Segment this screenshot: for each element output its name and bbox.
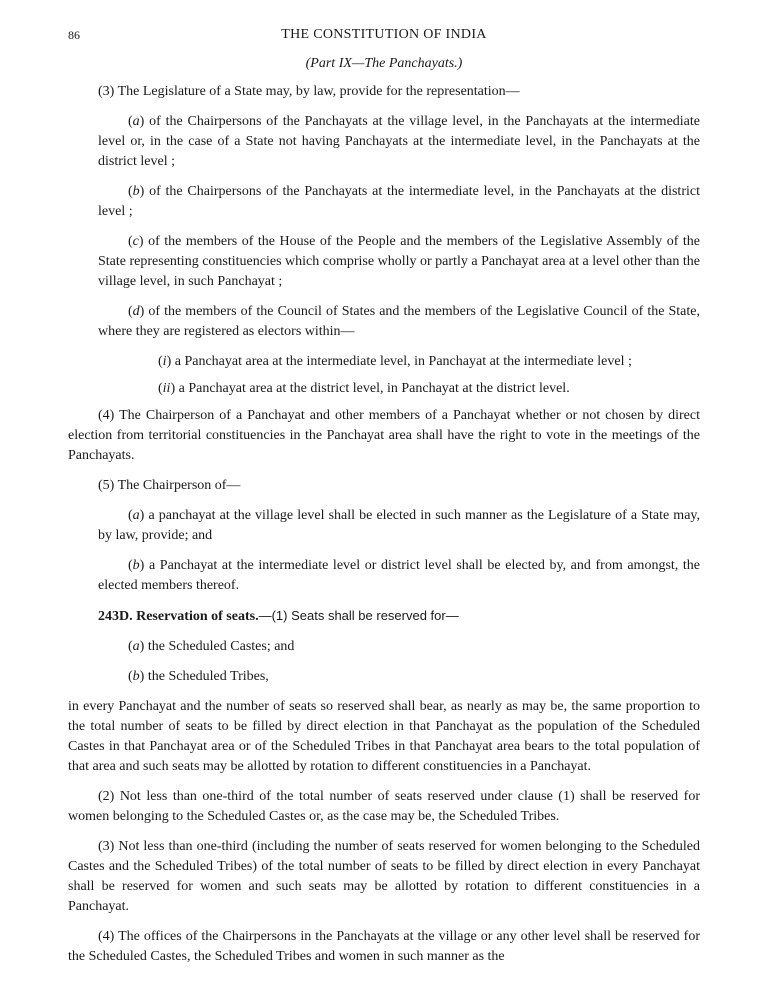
section-heading: 243D. Reservation of seats. — [98, 609, 259, 624]
section-243d-clause-3: (3) Not less than one-third (including the number of seats reserved for women belonging to the Scheduled Castes and the Scheduled Tribes) of the total number of seats to be filled by direct election in every Panchayat shall be reserved for women and such seats may be allotted by rotation to different constituencies in a Panchayat. — [68, 839, 700, 914]
item-text: a panchayat at the village level shall be elected in such manner as the Legislature of a State may, by law, provide; and — [98, 508, 700, 543]
item-text: of the members of the House of the People and the members of the Legislative Assembly of the State representing constituencies which comprise wholly or partly a Panchayat area at a level other than the village level, in such Panchayat ; — [98, 234, 700, 289]
item-label: ii — [162, 381, 171, 396]
item-text: the Scheduled Castes; and — [147, 639, 295, 654]
clause-5-item-a: (a) a panchayat at the village level shall be elected in such manner as the Legislature of a State may, by law, provide; and — [98, 508, 700, 543]
item-text: a Panchayat area at the intermediate level, in Panchayat at the intermediate level ; — [174, 354, 632, 369]
item-text: of the Chairpersons of the Panchayats at the intermediate level, in the Panchayats at the district level ; — [98, 184, 700, 219]
clause-3-item-b: (b) of the Chairpersons of the Panchayats at the intermediate level, in the Panchayats at the district level ; — [98, 184, 700, 219]
item-label: b — [132, 184, 140, 199]
clause-3-item-a: (a) of the Chairpersons of the Panchayats at the village level, in the Panchayats at the intermediate level or, in the case of a State not having Panchayats at the intermediate level, in the Panchayats at the district level ; — [98, 114, 700, 169]
item-label: c — [132, 234, 139, 249]
section-intro: —(1) Seats shall be reserved for— — [258, 608, 459, 623]
item-text: of the members of the Council of States and the members of the Legislative Council of the State, where they are registered as electors within— — [98, 304, 700, 339]
clause-5-item-b: (b) a Panchayat at the intermediate level or district level shall be elected by, and from amongst, the elected members thereof. — [98, 558, 700, 593]
clause-5-intro: (5) The Chairperson of— — [98, 478, 241, 493]
part-heading: (Part IX—The Panchayats.) — [305, 56, 463, 71]
item-label: i — [162, 354, 167, 369]
section-243d-clause-2: (2) Not less than one-third of the total number of seats reserved under clause (1) shall be reserved for women belonging to the Scheduled Castes or, as the case may be, the Scheduled Tribes. — [68, 789, 700, 824]
page-header — [68, 24, 700, 46]
section-243d-item-a: (a) the Scheduled Castes; and — [128, 639, 295, 654]
item-label: b — [132, 669, 140, 684]
item-text: the Scheduled Tribes, — [147, 669, 269, 684]
clause-3-item-d-i: (i) a Panchayat area at the intermediate level, in Panchayat at the intermediate level ; — [158, 354, 632, 369]
item-text: a Panchayat area at the district level, in Panchayat at the district level. — [178, 381, 570, 396]
item-text: a Panchayat at the intermediate level or district level shall be elected by, and from amongst, the elected members thereof. — [98, 558, 700, 593]
section-243d-continuation: in every Panchayat and the number of seats so reserved shall bear, as nearly as may be, the same proportion to the total number of seats to be filled by direct election in that Panchayat as the population of the Scheduled Castes in that Panchayat area or of the Scheduled Tribes in that Panchayat area bears to the total population of that area and such seats may be allotted by rotation to different constituencies in a Panchayat. — [68, 699, 700, 774]
clause-3-item-d: (d) of the members of the Council of States and the members of the Legislative Council of the State, where they are registered as electors within— — [98, 304, 700, 339]
item-label: a — [132, 508, 140, 523]
section-243d-opening — [68, 606, 700, 627]
clause-3-intro: (3) The Legislature of a State may, by law, provide for the representation— — [98, 84, 520, 99]
clause-3-item-c: (c) of the members of the House of the People and the members of the Legislative Assembly of the State representing constituencies which comprise wholly or partly a Panchayat area at a level other than the village level, in such Panchayat ; — [98, 234, 700, 289]
item-label: b — [132, 558, 140, 573]
page-title: THE CONSTITUTION OF INDIA — [281, 27, 487, 42]
section-243d-clause-4: (4) The offices of the Chairpersons in the Panchayats at the village or any other level shall be reserved for the Scheduled Castes, the Scheduled Tribes and women in such manner as the — [68, 929, 700, 964]
item-label: a — [132, 639, 140, 654]
clause-4: (4) The Chairperson of a Panchayat and other members of a Panchayat whether or not chosen by direct election from territorial constituencies in the Panchayat area shall have the right to vote in the meetings of the Panchayats. — [68, 408, 700, 463]
document-page — [68, 24, 700, 977]
item-label: a — [132, 114, 140, 129]
item-text: of the Chairpersons of the Panchayats at the village level, in the Panchayats at the intermediate level or, in the case of a State not having Panchayats at the intermediate level, in the Panchayats at the district level ; — [98, 114, 700, 169]
page-number: 86 — [68, 28, 80, 42]
section-243d-item-b: (b) the Scheduled Tribes, — [128, 669, 269, 684]
clause-3-item-d-ii: (ii) a Panchayat area at the district level, in Panchayat at the district level. — [158, 381, 570, 396]
item-label: d — [132, 304, 140, 319]
